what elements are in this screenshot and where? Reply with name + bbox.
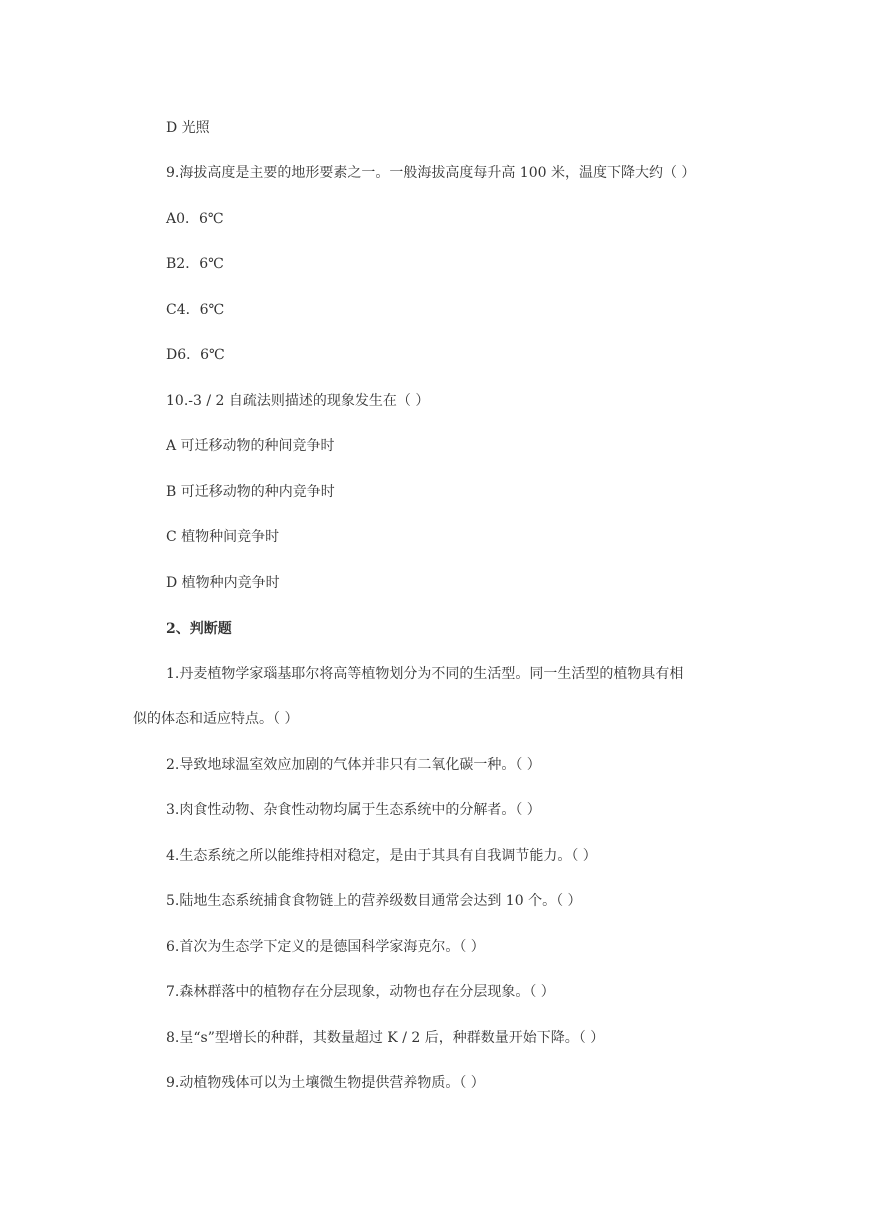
section-heading-true-false: 2、判断题 (166, 621, 232, 637)
tf-item-1-line1: 1.丹麦植物学家瑙基耶尔将高等植物划分为不同的生活型。同一生活型的植物具有相 (166, 666, 684, 682)
tf-item-8: 8.呈“s”型增长的种群，其数量超过 K / 2 后，种群数量开始下降。（ ） (166, 1030, 605, 1046)
tf-item-3: 3.肉食性动物、杂食性动物均属于生态系统中的分解者。（ ） (166, 802, 541, 818)
tf-item-1-line2: 似的体态和适应特点。（ ） (133, 711, 299, 727)
tf-item-6: 6.首次为生态学下定义的是德国科学家海克尔。（ ） (166, 939, 485, 955)
tf-item-4: 4.生态系统之所以能维持相对稳定，是由于其具有自我调节能力。（ ） (166, 848, 597, 864)
tf-item-2: 2.导致地球温室效应加剧的气体并非只有二氧化碳一种。（ ） (166, 757, 541, 773)
question-10-option-b: B 可迁移动物的种内竞争时 (166, 484, 335, 500)
tf-item-5: 5.陆地生态系统捕食食物链上的营养级数目通常会达到 10 个。（ ） (166, 893, 582, 909)
question-9-stem: 9.海拔高度是主要的地形要素之一。一般海拔高度每升高 100 米，温度下降大约（ ） (166, 165, 696, 181)
tf-item-7: 7.森林群落中的植物存在分层现象，动物也存在分层现象。（ ） (166, 984, 555, 1000)
tf-item-9: 9.动植物残体可以为土壤微生物提供营养物质。（ ） (166, 1075, 485, 1091)
question-9-option-c: C4．6℃ (166, 302, 225, 318)
question-10-option-c: C 植物种间竞争时 (166, 529, 280, 545)
question-10-option-d: D 植物种内竞争时 (166, 575, 280, 591)
question-9-option-d: D6．6℃ (166, 347, 225, 363)
question-9-option-b: B2．6℃ (166, 256, 224, 272)
question-9-option-a: A0．6℃ (166, 211, 224, 227)
question-10-option-a: A 可迁移动物的种间竞争时 (166, 438, 335, 454)
option-d-light: D 光照 (166, 120, 210, 136)
question-10-stem: 10.-3 / 2 自疏法则描述的现象发生在（ ） (166, 393, 430, 409)
